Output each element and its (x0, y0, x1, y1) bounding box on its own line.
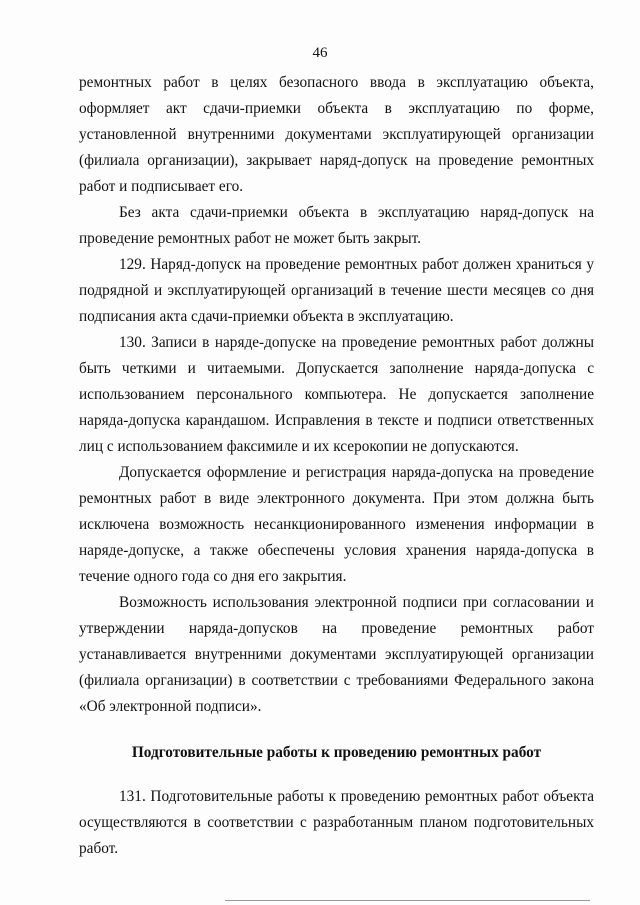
paragraph-closing-condition: Без акта сдачи-приемки объекта в эксплуатацию наряд-допуск на проведение ремонтных работ не может быть закрыт. (79, 204, 594, 247)
section-heading: Подготовительные работы к проведению ремонтных работ (131, 744, 542, 761)
paragraph-electronic-document: Допускается оформление и регистрация наряда-допуска на проведение ремонтных работ в виде электронного документа. При этом должна быть исключена возможность несанкционированного изменения информации в наряде-допуске, а также обеспечены условия хранения наряда-допуска в течение одного года со дня его закрытия. (79, 464, 594, 585)
page-number: 46 (312, 45, 328, 61)
document-body (79, 70, 594, 862)
paragraph-130: 130. Записи в наряде-допуске на проведение ремонтных работ должны быть четкими и читаемыми. Допускается заполнение наряда-допуска с использованием персонального компьютера. Не допускается заполнение наряда-допуска карандашом. Исправления в тексте и подписи ответственных лиц с использованием факсимиле и их ксерокопии не допускаются. (79, 334, 594, 455)
paragraph-electronic-signature: Возможность использования электронной подписи при согласовании и утверждении наряда-допусков на проведение ремонтных работ устанавливается внутренними документами эксплуатирующей организации (филиала организации) в соответствии с требованиями Федерального закона «Об электронной подписи». (79, 594, 594, 715)
scan-bottom-edge-line (225, 900, 590, 901)
paragraph-continuation: ремонтных работ в целях безопасного ввода в эксплуатацию объекта, оформляет акт сдачи-приемки объекта в эксплуатацию по форме, установленной внутренними документами эксплуатирующей организации (филиала организации), закрывает наряд-допуск на проведение ремонтных работ и подписывает его. (79, 74, 594, 195)
paragraph-129: 129. Наряд-допуск на проведение ремонтных работ должен храниться у подрядной и эксплуатирующей организаций в течение шести месяцев со дня подписания акта сдачи-приемки объекта в эксплуатацию. (79, 256, 594, 325)
paragraph-131: 131. Подготовительные работы к проведению ремонтных работ объекта осуществляются в соответствии с разработанным планом подготовительных работ. (79, 788, 594, 857)
